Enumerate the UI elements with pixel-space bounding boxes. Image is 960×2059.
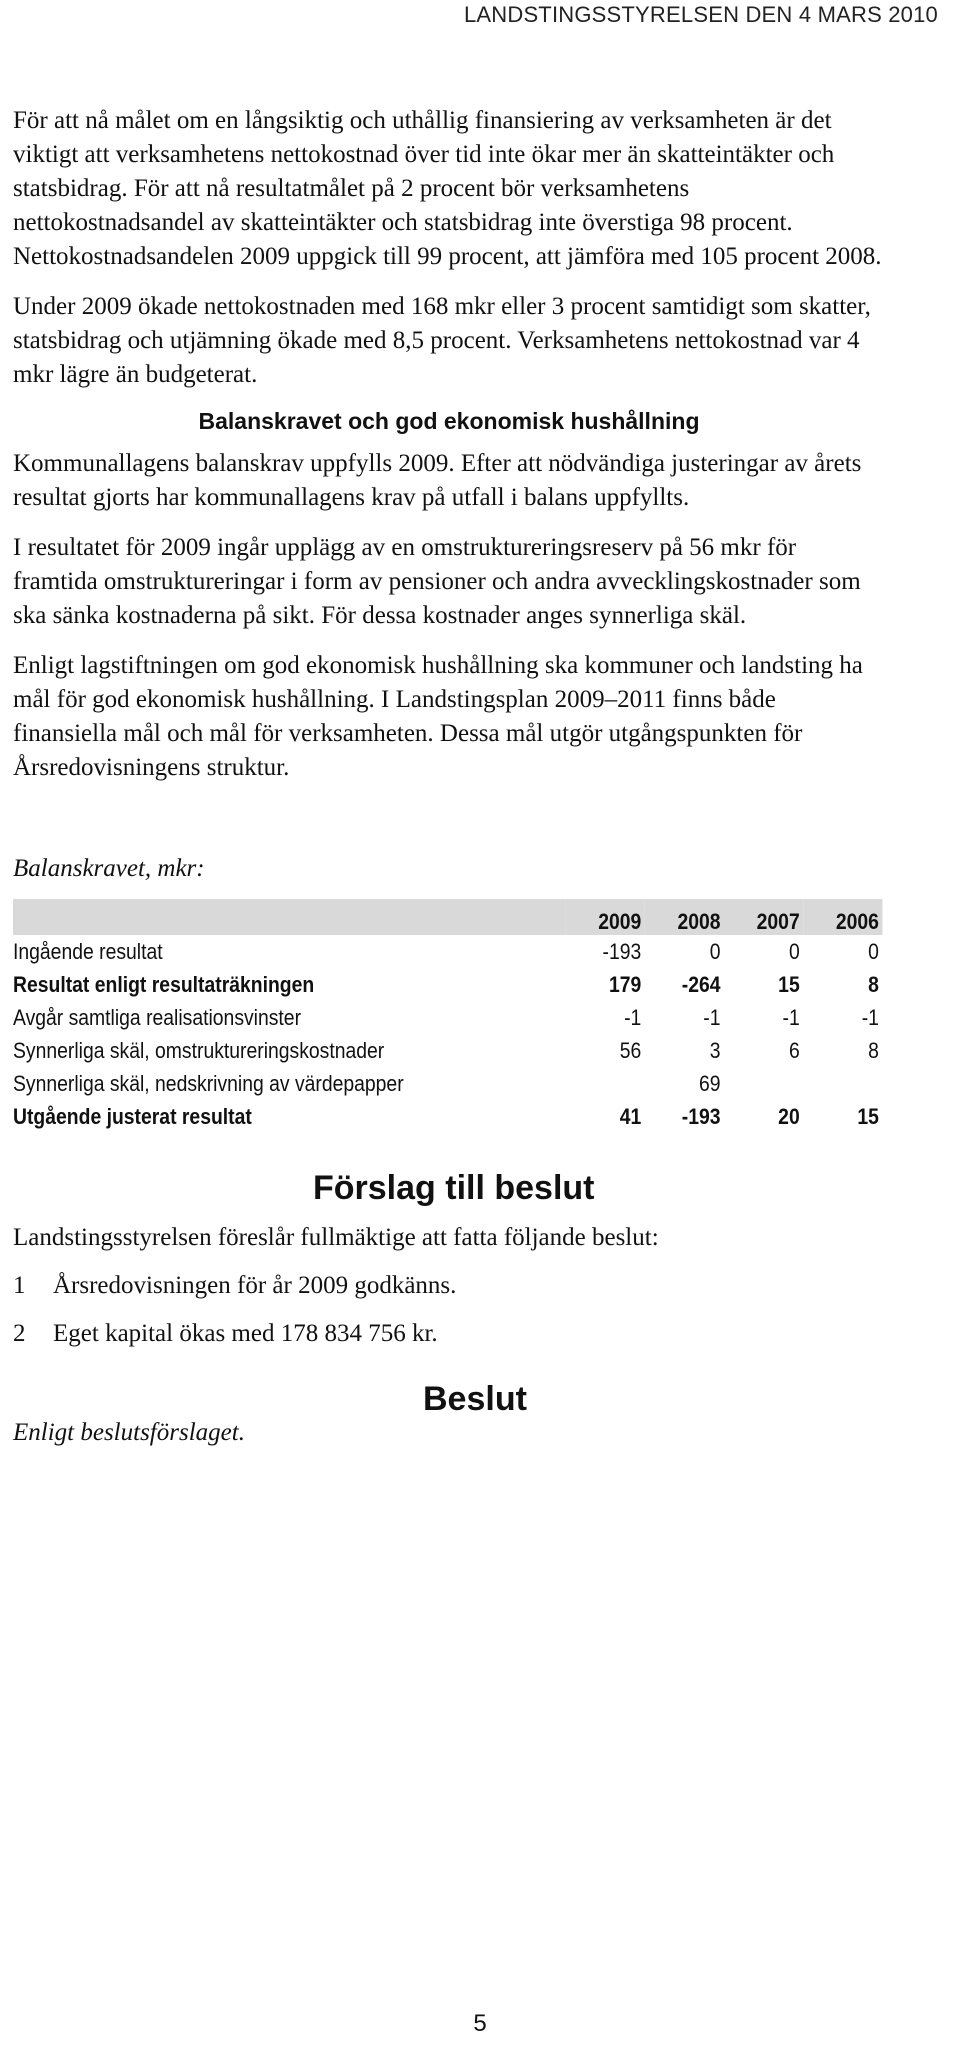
table-header-row [13,899,882,935]
cell-value: 69 [698,1070,721,1096]
table-row [13,1001,882,1034]
cell-value: 15 [857,1103,879,1129]
page-number: 5 [473,2010,487,2037]
cell-value: 15 [778,971,800,997]
proposal-item [13,1320,885,1348]
paragraph-net-cost-2009: Under 2009 ökade nettokostnaden med 168 mkr eller 3 procent samtidigt som skatter, statsbidrag och utjämning ökade med 8,5 procent. Verksamhetens nettokostnad var 4 mkr lägre än budgeterat. [13,293,871,388]
cell-value: 3 [709,1037,721,1063]
cell-value: -1 [703,1004,721,1030]
decision-text: Enligt beslutsförslaget. [13,1419,245,1446]
table-row [13,1067,882,1100]
running-header: LANDSTINGSSTYRELSEN DEN 4 MARS 2010 [463,2,938,27]
cell-value: 0 [868,938,879,964]
cell-value: -1 [624,1004,642,1030]
table-row [13,1100,882,1133]
cell-value: -193 [602,938,642,964]
paragraph-balance-requirement: Kommunallagens balanskrav uppfylls 2009. Efter att nödvändiga justeringar av årets resultat gjorts har kommunallagens krav på utfall i balans uppfyllts. [13,450,862,511]
proposal-item-text: Årsredovisningen för år 2009 godkänns. [53,1272,457,1299]
cell-value [803,1067,882,1100]
cell-value: -1 [782,1004,800,1030]
proposal-intro: Landstingsstyrelsen föreslår fullmäktige att fatta följande beslut: [13,1224,659,1251]
proposal-heading: Förslag till beslut [313,1169,595,1207]
proposal-item-number: 2 [13,1320,26,1347]
row-label: Resultat enligt resultaträkningen [13,971,315,997]
table-row [13,968,882,1001]
table-row [13,1034,882,1067]
paragraph-restructuring-reserve: I resultatet för 2009 ingår upplägg av en omstruktureringsreserv på 56 mkr för framtida omstruktureringar i form av pensioner och andra avvecklingskostnader som ska sänka kostnaderna på sikt. För dessa kostnader anges synnerliga skäl. [13,534,861,629]
paragraph-financing-goal: För att nå målet om en långsiktig och uthållig finansiering av verksamheten är det viktigt att verksamhetens nettokostnad över tid inte ökar mer än skatteintäkter och statsbidrag. För att nå resultatmålet på 2 procent bör verksamhetens nettokostnadsandel av skatteintäkter och statsbidrag inte överstiga 98 procent. Nettokostnadsandelen 2009 uppgick till 99 procent, att jämföra med 105 procent 2008. [13,107,882,270]
cell-value: 56 [619,1037,642,1063]
table-header-label [13,899,566,935]
table-header-year: 2007 [724,899,803,935]
cell-value: 8 [868,1037,879,1063]
balance-requirement-table [13,899,882,1133]
cell-value: 0 [709,938,721,964]
row-label: Synnerliga skäl, omstruktureringskostnader [13,1037,385,1063]
cell-value: 8 [868,971,879,997]
document-body [13,104,885,1447]
cell-value [724,1067,803,1100]
proposal-item [13,1272,885,1300]
section-heading: Balanskravet och god ekonomisk hushållning [198,408,700,434]
row-label: Ingående resultat [13,938,163,964]
cell-value [566,1067,645,1100]
cell-value: 20 [778,1103,800,1129]
row-label: Synnerliga skäl, nedskrivning av värdepapper [13,1070,404,1096]
table-header-year: 2009 [566,899,645,935]
proposal-item-number: 1 [13,1272,26,1299]
table-header-year: 2006 [803,899,882,935]
cell-value: 41 [619,1103,642,1129]
row-label: Utgående justerat resultat [13,1103,252,1129]
cell-value: 179 [609,971,642,997]
row-label: Avgår samtliga realisationsvinster [13,1004,302,1030]
cell-value: 6 [788,1037,800,1063]
paragraph-good-economic-management: Enligt lagstiftningen om god ekonomisk hushållning ska kommuner och landsting ha mål för god ekonomisk hushållning. I Landstingsplan 2009–2011 finns både finansiella mål och mål för verksamheten. Dessa mål utgör utgångspunkten för Årsredovisningens struktur. [13,652,863,781]
proposal-item-text: Eget kapital ökas med 178 834 756 kr. [53,1320,438,1347]
cell-value: 0 [788,938,800,964]
table-header-year: 2008 [645,899,724,935]
decision-heading: Beslut [423,1380,527,1418]
cell-value: -1 [861,1004,879,1030]
cell-value: -193 [681,1103,721,1129]
table-row [13,935,882,968]
cell-value: -264 [681,971,721,997]
table-caption: Balanskravet, mkr: [13,855,205,882]
